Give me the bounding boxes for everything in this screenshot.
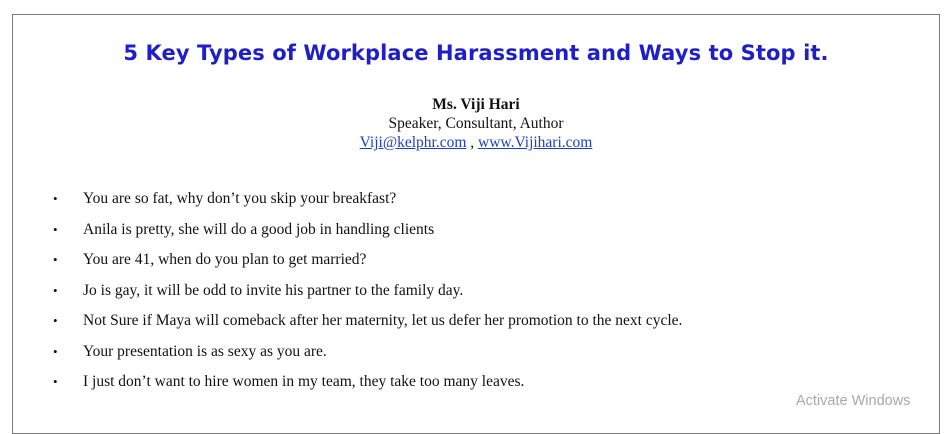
document-title: 5 Key Types of Workplace Harassment and Ways to Stop it.	[123, 41, 829, 65]
list-item-text: You are 41, when do you plan to get married?	[83, 251, 367, 268]
list-item-text: Your presentation is as sexy as you are.	[83, 342, 327, 360]
list-item	[13, 189, 682, 220]
list-item	[13, 372, 682, 403]
list-item-text: You are so fat, why don’t you skip your breakfast?	[83, 190, 397, 207]
list-item	[13, 250, 682, 281]
author-name: Ms. Viji Hari	[432, 96, 520, 113]
bullet-icon: •	[53, 252, 58, 267]
contact-separator: ,	[470, 134, 475, 151]
bullet-icon: •	[53, 282, 58, 298]
list-item-text: Not Sure if Maya will comeback after her maternity, let us defer her promotion to the next cycle.	[83, 312, 683, 329]
bullet-icon: •	[53, 221, 58, 237]
author-block	[13, 95, 939, 152]
list-item	[13, 220, 682, 251]
list-item-text: Anila is pretty, she will do a good job in handling clients	[83, 220, 435, 238]
bullet-icon: •	[53, 191, 58, 206]
harassment-examples-list	[13, 189, 682, 403]
bullet-icon: •	[53, 374, 58, 389]
bullet-icon: •	[53, 343, 58, 359]
author-role: Speaker, Consultant, Author	[388, 115, 564, 132]
list-item-text: I just don’t want to hire women in my team, they take too many leaves.	[83, 373, 525, 390]
author-email-link[interactable]: Viji@kelphr.com	[359, 134, 467, 151]
author-website-link[interactable]: www.Vijihari.com	[478, 134, 593, 151]
list-item	[13, 281, 682, 312]
document-page	[12, 14, 940, 434]
list-item	[13, 311, 682, 342]
bullet-icon: •	[53, 313, 58, 328]
activate-windows-watermark: Activate Windows	[796, 393, 911, 409]
list-item-text: Jo is gay, it will be odd to invite his partner to the family day.	[83, 281, 464, 299]
author-contacts	[13, 133, 939, 152]
list-item	[13, 342, 682, 373]
